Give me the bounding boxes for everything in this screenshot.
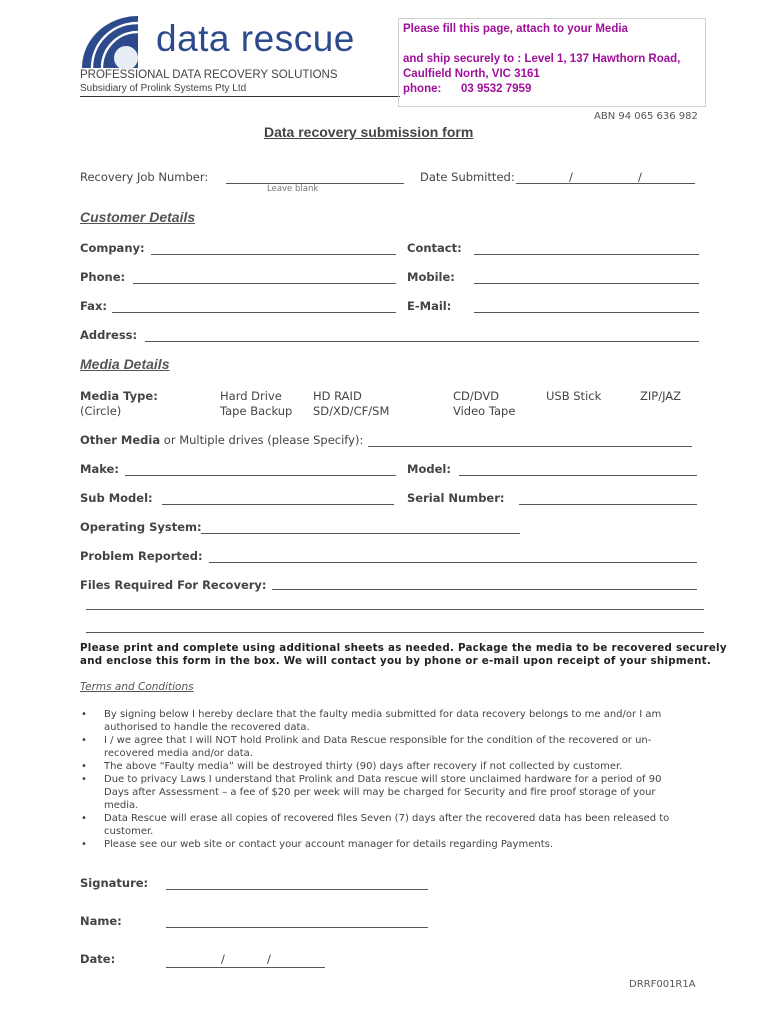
terms-item-line: recovered media and/or data.: [104, 748, 253, 759]
option-video-tape[interactable]: Video Tape: [453, 404, 516, 418]
fax-field[interactable]: [112, 312, 396, 313]
terms-item: [81, 734, 701, 760]
terms-item-line: Please see our web site or contact your account manager for details regarding Payments.: [104, 839, 554, 850]
email-label: E-Mail:: [407, 299, 452, 313]
terms-list: [81, 708, 701, 851]
contact-label: Contact:: [407, 241, 462, 255]
date-sep-1: /: [569, 170, 573, 184]
logo-subsidiary: Subsidiary of Prolink Systems Pty Ltd: [80, 83, 247, 94]
notice-line-3: Caulfield North, VIC 3161: [403, 68, 540, 80]
terms-item-line: I / we agree that I will NOT hold Prolink and Data Rescue responsible for the condition of the recovered or un-: [104, 735, 652, 746]
date-field[interactable]: [166, 967, 325, 968]
job-number-label: Recovery Job Number:: [80, 170, 209, 184]
serial-number-label: Serial Number:: [407, 491, 505, 505]
phone-label: Phone:: [80, 270, 126, 284]
files-required-field-line-2[interactable]: [86, 609, 704, 610]
phone-field[interactable]: [133, 283, 396, 284]
option-tape-backup[interactable]: Tape Backup: [220, 404, 293, 418]
fax-label: Fax:: [80, 299, 107, 313]
option-hd-raid[interactable]: HD RAID: [313, 389, 362, 403]
problem-reported-field[interactable]: [209, 562, 697, 563]
instructions-line-1: Please print and complete using additional sheets as needed. Package the media to be recovered securely: [80, 642, 727, 654]
terms-item: [81, 760, 701, 773]
signature-label: Signature:: [80, 876, 149, 890]
customer-details-heading: Customer Details: [80, 209, 196, 225]
signature-field[interactable]: [166, 889, 428, 890]
terms-item-line: Data Rescue will erase all copies of recovered files Seven (7) days after the recovered data has been released to: [104, 813, 670, 824]
bullet-icon: •: [81, 774, 87, 785]
sig-date-sep-2: /: [267, 952, 271, 966]
date-label: Date:: [80, 952, 116, 966]
option-zip-jaz[interactable]: ZIP/JAZ: [640, 389, 682, 403]
company-field[interactable]: [151, 254, 396, 255]
contact-field[interactable]: [474, 254, 699, 255]
bullet-icon: •: [81, 709, 87, 720]
address-label: Address:: [80, 328, 138, 342]
mobile-field[interactable]: [474, 283, 699, 284]
terms-item: [81, 838, 701, 851]
model-label: Model:: [407, 462, 451, 476]
email-field[interactable]: [474, 312, 699, 313]
leave-blank-hint: Leave blank: [267, 184, 319, 194]
files-required-field[interactable]: [272, 589, 697, 590]
address-field[interactable]: [145, 341, 699, 342]
other-media-field[interactable]: [368, 446, 692, 447]
option-hard-drive[interactable]: Hard Drive: [220, 389, 282, 403]
terms-item: [81, 773, 701, 812]
serial-number-field[interactable]: [519, 504, 697, 505]
abn: ABN 94 065 636 982: [594, 111, 698, 122]
sub-model-field[interactable]: [162, 504, 394, 505]
terms-item: [81, 708, 701, 734]
terms-item-line: The above “Faulty media” will be destroyed thirty (90) days after recovery if not collected by customer.: [104, 761, 623, 772]
model-field[interactable]: [459, 475, 697, 476]
date-submitted-label: Date Submitted:: [420, 170, 515, 184]
operating-system-label: Operating System:: [80, 520, 202, 534]
logo-tagline: PROFESSIONAL DATA RECOVERY SOLUTIONS: [80, 69, 338, 81]
date-sep-2: /: [638, 170, 642, 184]
form-code: DRRF001R1A: [629, 979, 696, 990]
logo-underline: [80, 96, 400, 97]
terms-item-line: media.: [104, 800, 139, 811]
bullet-icon: •: [81, 839, 87, 850]
option-usb-stick[interactable]: USB Stick: [546, 389, 602, 403]
terms-item-line: By signing below I hereby declare that the faulty media submitted for data recovery belongs to me and/or I am: [104, 709, 662, 720]
bullet-icon: •: [81, 761, 87, 772]
company-label: Company:: [80, 241, 145, 255]
terms-item-line: customer.: [104, 826, 154, 837]
name-field[interactable]: [166, 927, 428, 928]
sub-model-label: Sub Model:: [80, 491, 153, 505]
files-required-label: Files Required For Recovery:: [80, 578, 267, 592]
logo-mark-icon: [80, 14, 140, 70]
option-cd-dvd[interactable]: CD/DVD: [453, 389, 500, 403]
media-type-label: Media Type:: [80, 389, 158, 403]
instructions-line-2: and enclose this form in the box. We will contact you by phone or e-mail upon receipt of your shipment.: [80, 655, 711, 667]
other-media-bold: Other Media: [80, 433, 161, 447]
date-submitted-field[interactable]: [516, 183, 695, 184]
company-logo: [80, 14, 400, 98]
name-label: Name:: [80, 914, 122, 928]
logo-name: data rescue: [156, 18, 355, 59]
mobile-label: Mobile:: [407, 270, 455, 284]
files-required-field-line-3[interactable]: [86, 632, 704, 633]
other-media-rest: or Multiple drives (please Specify):: [160, 433, 364, 447]
make-label: Make:: [80, 462, 119, 476]
terms-item-line: Due to privacy Laws I understand that Prolink and Data rescue will store unclaimed hardware for a period of 90: [104, 774, 662, 785]
terms-item: [81, 812, 701, 838]
media-details-heading: Media Details: [80, 356, 170, 372]
bullet-icon: •: [81, 813, 87, 824]
sig-date-sep-1: /: [221, 952, 225, 966]
operating-system-field[interactable]: [201, 533, 520, 534]
make-field[interactable]: [125, 475, 396, 476]
terms-item-line: Days after Assessment – a fee of $20 per week will may be charged for Security and fire proof storage of your: [104, 787, 656, 798]
notice-line-2: and ship securely to : Level 1, 137 Hawthorn Road,: [403, 53, 681, 65]
notice-phone-label: phone:: [403, 83, 442, 95]
bullet-icon: •: [81, 735, 87, 746]
other-media-label: [80, 433, 363, 447]
terms-item-line: authorised to handle the recovered data.: [104, 722, 310, 733]
notice-phone: 03 9532 7959: [461, 83, 532, 95]
media-type-hint: (Circle): [80, 404, 122, 418]
shipping-notice: [398, 18, 706, 107]
problem-reported-label: Problem Reported:: [80, 549, 203, 563]
form-title: Data recovery submission form: [264, 124, 474, 140]
terms-heading: Terms and Conditions: [80, 681, 194, 693]
option-sd-xd-cf-sm[interactable]: SD/XD/CF/SM: [313, 404, 390, 418]
notice-line-1: Please fill this page, attach to your Media: [403, 23, 628, 35]
